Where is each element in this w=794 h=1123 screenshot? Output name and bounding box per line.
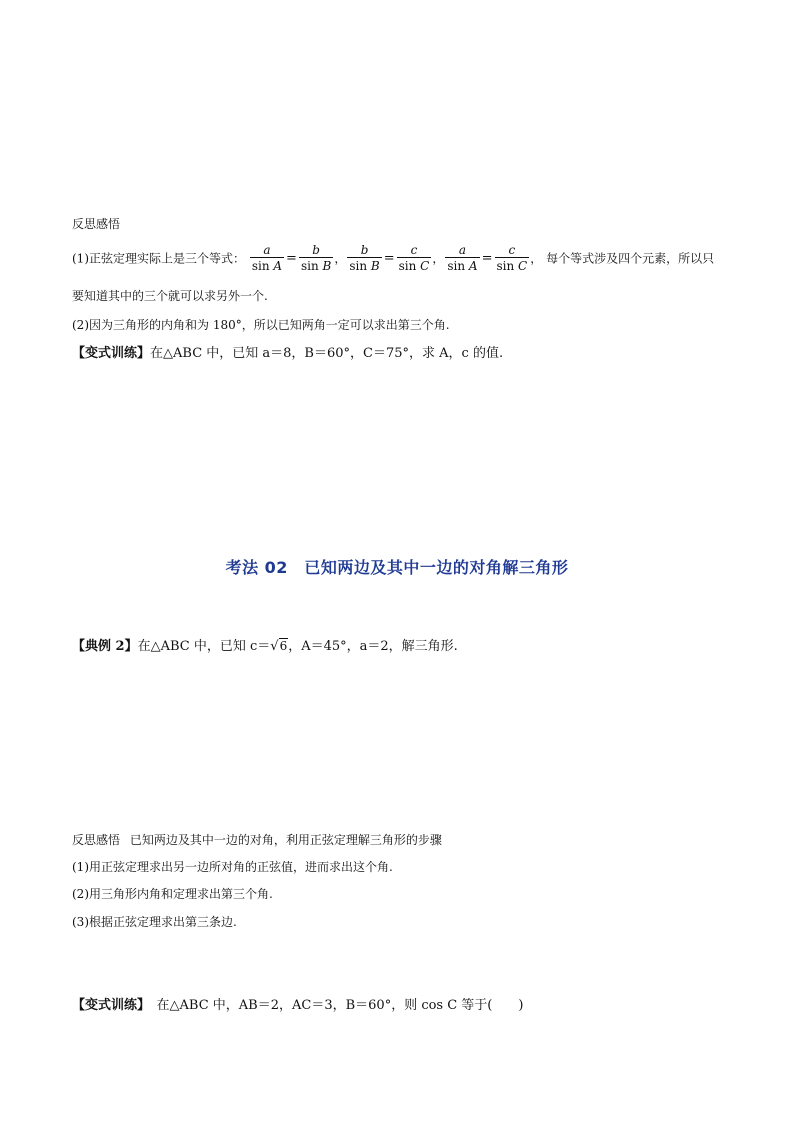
- step-1: (1)用正弦定理求出另一边所对角的正弦值，进而求出这个角.: [72, 860, 393, 874]
- fraction-c-over-sinC: $\frac{c}{\text{sin C}}$: [398, 243, 430, 273]
- section-title: 考法 02 已知两边及其中一边的对角解三角形: [225, 558, 569, 577]
- fraction-b-over-sinB-2: $\frac{b}{\text{sin B}}$: [349, 243, 380, 273]
- reflection-heading-1: 反思感悟: [72, 217, 121, 231]
- paragraph-1-prefix: (1)正弦定理实际上是三个等式：: [72, 251, 245, 266]
- example-2-text-before: 在△ABC 中，已知 c＝: [137, 639, 271, 654]
- exercise-1-label: 【变式训练】: [72, 346, 151, 361]
- example-2-text-after: ，A＝45°，a＝2，解三角形.: [288, 639, 458, 654]
- fraction-a-over-sinA-2: $\frac{a}{\text{sin A}}$: [447, 243, 478, 273]
- reflection-paragraph-1: (1)正弦定理实际上是三个等式： $\frac{a}{\text{sin A}}$ = $\frac{b}{\text{sin B}}$ ， $\frac{b}{\text{sin B}}$ = $\frac{c}{\text{sin C}}$ ， $\frac{a}{\text{sin A}}$ = $\frac{c}{\text{sin C}}$ ， 每个等式涉及四个元素，所以只: [72, 243, 715, 273]
- reflection-heading-2: 反思感悟: [72, 833, 121, 847]
- fraction-b-over-sinB: $\frac{b}{\text{sin B}}$: [300, 243, 332, 273]
- sqrt-6: √6: [270, 639, 288, 654]
- step-3: (3)根据正弦定理求出第三条边.: [72, 915, 237, 929]
- reflection-paragraph-2: (2)因为三角形的内角和为 180°，所以已知两角一定可以求出第三个角.: [72, 318, 450, 332]
- fraction-c-over-sinC-2: $\frac{c}{\text{sin C}}$: [496, 243, 528, 273]
- reflection-paragraph-1-line2: 要知道其中的三个就可以求另外一个.: [72, 289, 268, 303]
- fraction-a-over-sinA: $\frac{a}{\text{sin A}}$: [251, 243, 283, 273]
- paragraph-1-suffix: 每个等式涉及四个元素，所以只: [546, 251, 715, 266]
- reflection-intro: 已知两边及其中一边的对角，利用正弦定理解三角形的步骤: [129, 833, 442, 847]
- exercise-1: [72, 342, 503, 361]
- exercise-2-text: 在△ABC 中，AB＝2，AC＝3，B＝60°，则 cos C 等于( ): [143, 998, 524, 1013]
- step-2: (2)用三角形内角和定理求出第三个角.: [72, 887, 273, 901]
- exercise-1-text: 在△ABC 中，已知 a＝8，B＝60°，C＝75°，求 A，c 的值.: [150, 346, 504, 361]
- exercise-2-label: 【变式训练】: [72, 998, 144, 1013]
- example-2: [72, 635, 458, 654]
- reflection-2: [72, 831, 442, 848]
- example-2-label: 【典例 2】: [72, 639, 138, 654]
- exercise-2: [72, 994, 523, 1013]
